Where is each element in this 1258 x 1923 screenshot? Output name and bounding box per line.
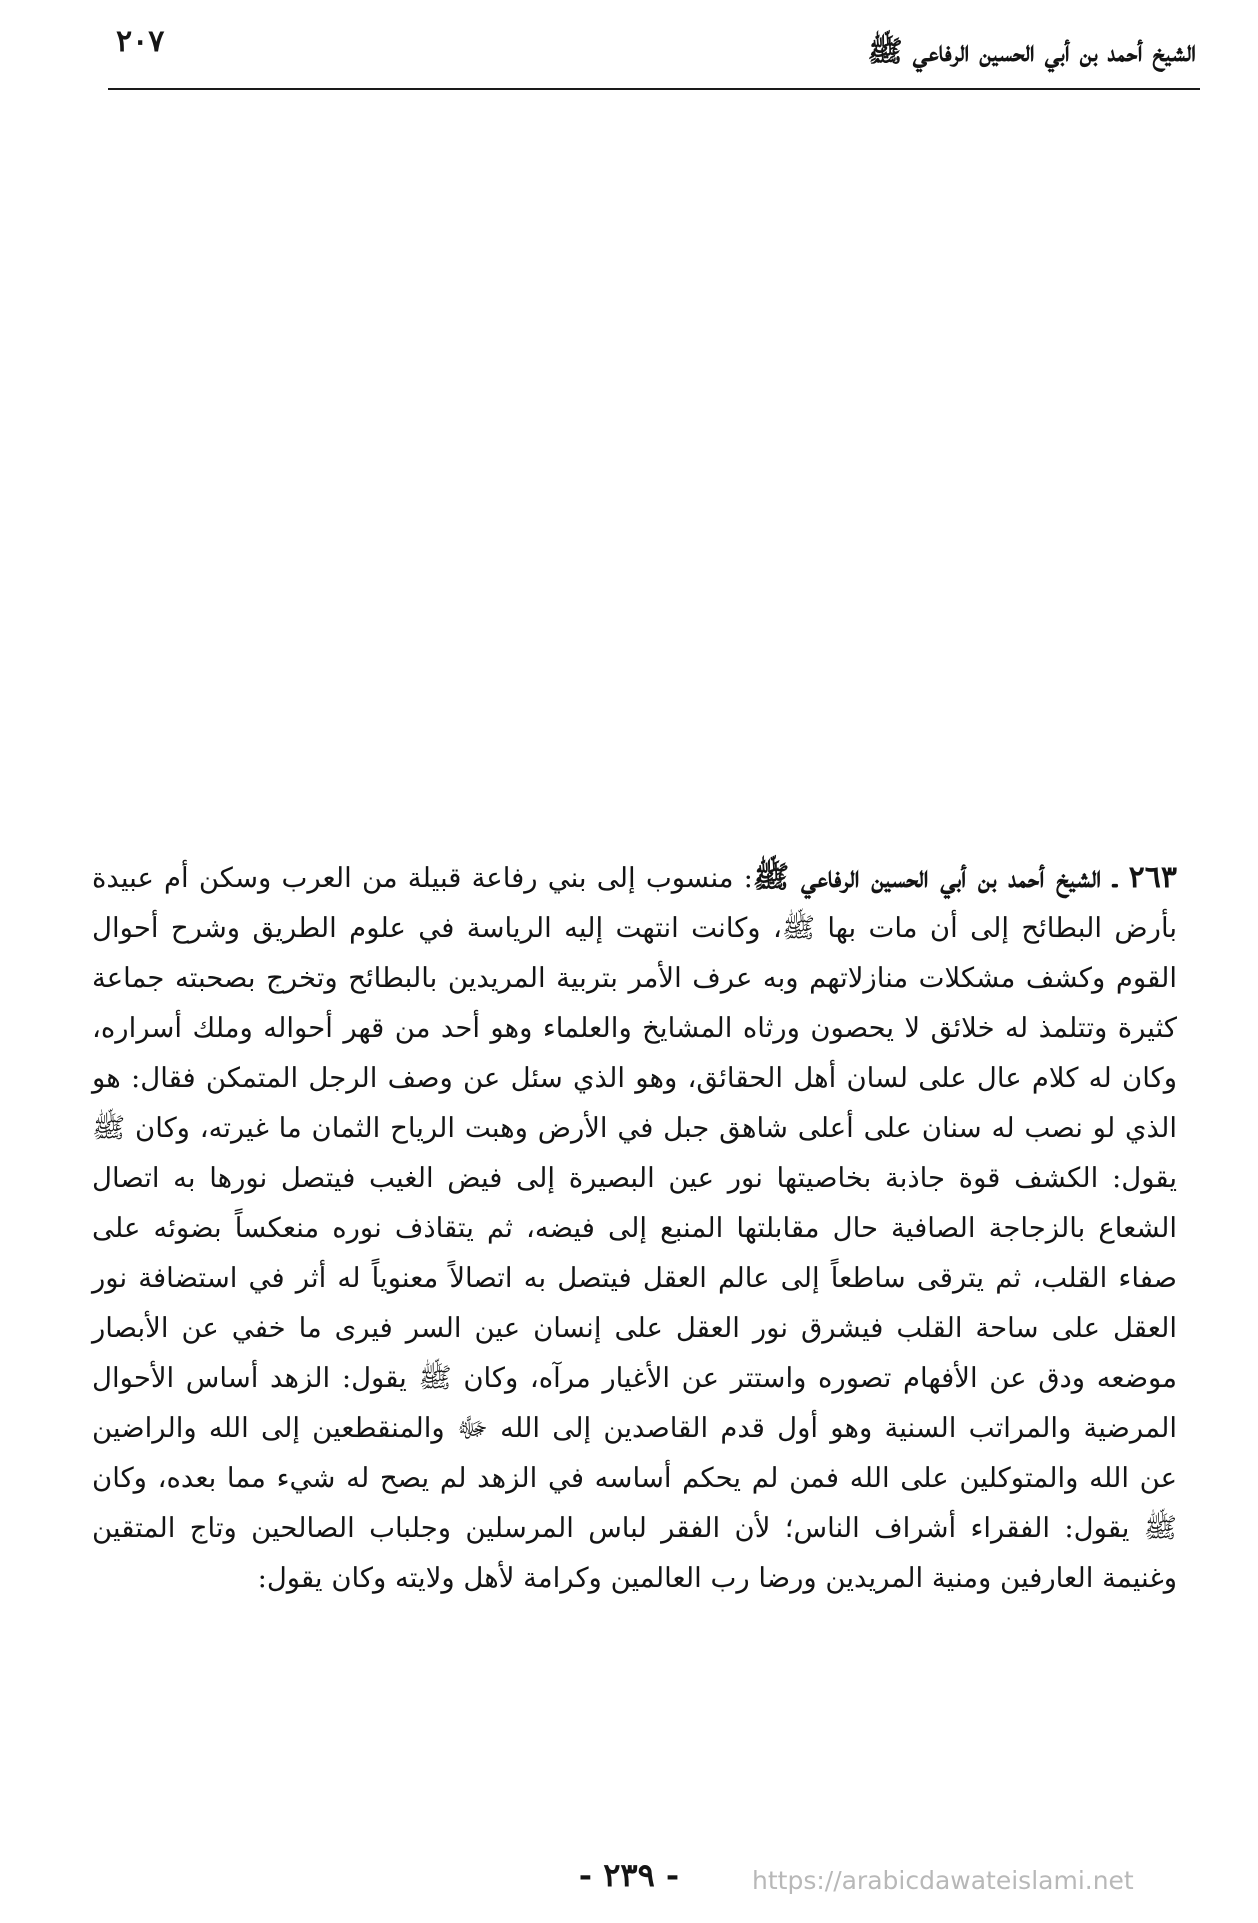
entry-title: الشيخ أحمد بن أبي الحسين الرفاعي ﷺ (752, 860, 1102, 895)
header-divider (108, 88, 1200, 90)
entry-dash: ـ (1101, 860, 1129, 895)
entry-paragraph (92, 853, 1177, 1603)
entry-body: : منسوب إلى بني رفاعة قبيلة من العرب وسكن أم عبيدة بأرض البطائح إلى أن مات بها ﷺ، وكانت انتهت إليه الرياسة في علوم الطريق وشرح أحوال القوم وكشف مشكلات منازلاتهم وبه عرف الأمر بتربية المريدين بالبطائح وتخرج بصحبته جماعة كثيرة وتتلمذ له خلائق لا يحصون ورثاه المشايخ والعلماء وهو أحد من قهر أحواله وملك أسراره، وكان له كلام عال على لسان أهل الحقائق، وهو الذي سئل عن وصف الرجل المتمكن فقال: هو الذي لو نصب له سنان على أعلى شاهق جبل في الأرض وهبت الرياح الثمان ما غيرته، وكان ﷺ يقول: الكشف قوة جاذبة بخاصيتها نور عين البصيرة إلى فيض الغيب فيتصل نورها به اتصال الشعاع بالزجاجة الصافية حال مقابلتها المنبع إلى فيضه، ثم يتقاذف نوره منعكساً بضوئه على صفاء القلب، ثم يترقى ساطعاً إلى عالم العقل فيتصل به اتصالاً معنوياً له أثر في استضافة نور العقل على ساحة القلب فيشرق نور العقل على إنسان عين السر فيرى ما خفي عن الأبصار موضعه ودق عن الأفهام تصوره واستتر عن الأغيار مرآه، وكان ﷺ يقول: الزهد أساس الأحوال المرضية والمراتب السنية وهو أول قدم القاصدين إلى الله ﷻ والمنقطعين إلى الله والراضين عن الله والمتوكلين على الله فمن لم يحكم أساسه في الزهد لم يصح له شيء مما بعده، وكان ﷺ يقول: الفقراء أشراف الناس؛ لأن الفقر لباس المرسلين وجلباب الصالحين وتاج المتقين وغنيمة العارفين ومنية المريدين ورضا رب العالمين وكرامة لأهل ولايته وكان يقول: (92, 862, 1177, 1594)
header-page-number: ٢٠٧ (116, 24, 165, 59)
header-title: الشيخ أحمد بن أبي الحسين الرفاعي ﷺ (867, 34, 1196, 68)
watermark-url: https://arabicdawateislami.net (752, 1866, 1134, 1895)
footer-page-number: - ٢٣٩ - (578, 1856, 680, 1894)
running-header (108, 22, 1200, 86)
entry-number: ٢٦٣ (1128, 860, 1178, 895)
